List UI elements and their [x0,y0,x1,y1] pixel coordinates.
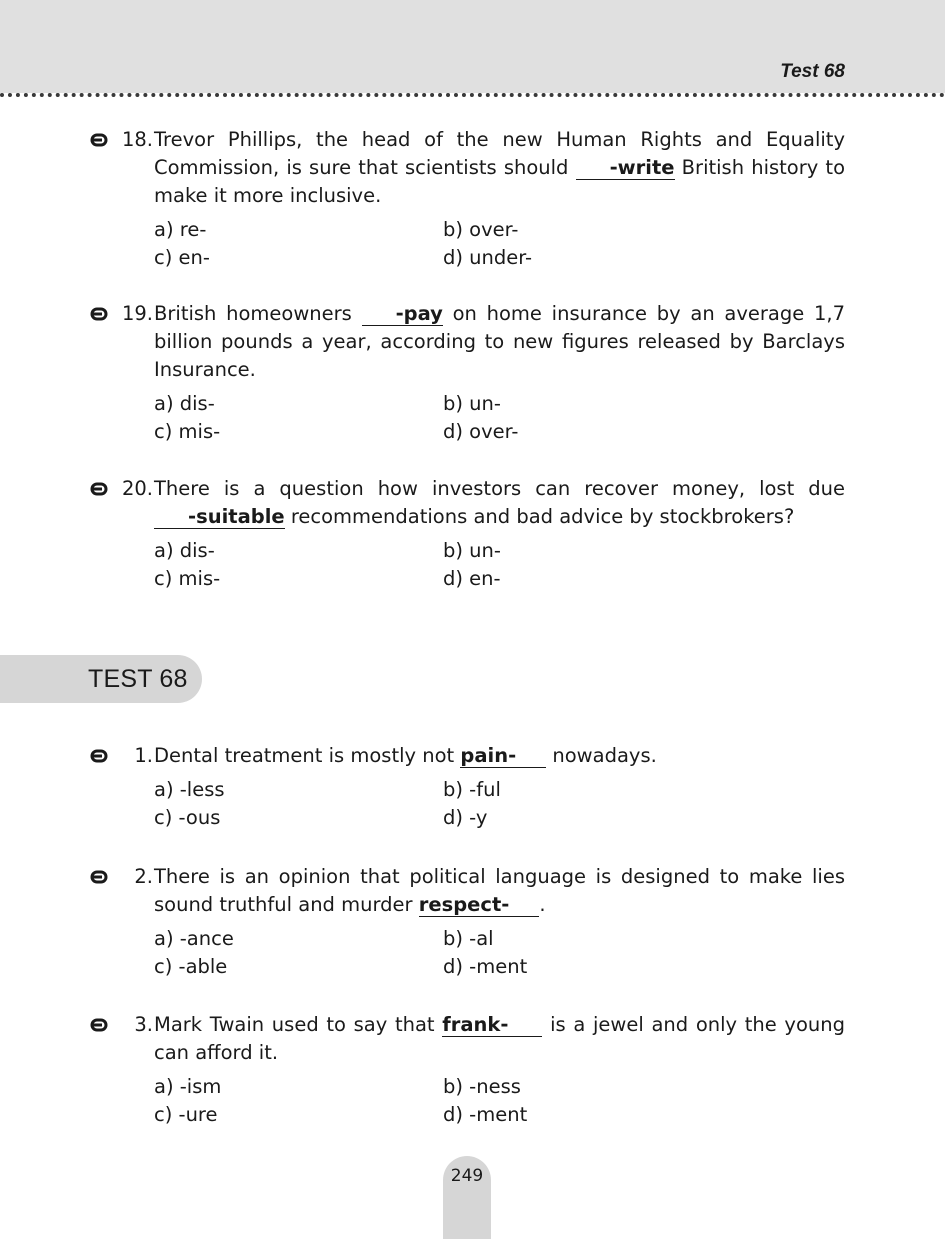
question-text: British homeowners [154,302,362,325]
option-d: d) under- [443,246,533,269]
arrow-bullet-icon [90,749,108,763]
option-c: c) -able [154,955,228,978]
option-c: c) -ous [154,806,221,829]
question-number: 1. [134,744,153,767]
page-number: 249 [450,1166,484,1186]
option-c: c) mis- [154,567,221,590]
option-a: a) dis- [154,539,215,562]
option-a: a) re- [154,218,207,241]
option-b: b) un- [443,539,501,562]
question-1 [88,742,845,832]
option-a: a) dis- [154,392,215,415]
answer-blank: -suitable [154,506,285,529]
option-b: b) -al [443,927,494,950]
question-number: 3. [134,1013,153,1036]
question-3 [88,1011,845,1129]
option-c: c) en- [154,246,210,269]
dotted-divider [0,93,945,97]
answer-blank: -write [576,157,675,180]
page-number-tab [443,1156,491,1239]
question-text-end: is a jewel and only the young can afford it. [154,1013,845,1064]
option-a: a) -less [154,778,225,801]
answer-blank: frank- [442,1014,542,1037]
option-c: c) mis- [154,420,221,443]
option-a: a) -ism [154,1075,222,1098]
question-text-end: on home insurance by an average 1,7 billion pounds a year, according to new figures released by Barclays Insurance. [154,302,845,381]
question-text-end: recommendations and bad advice by stockbrokers? [284,505,795,528]
question-19 [88,300,845,446]
arrow-bullet-icon [90,133,108,147]
question-number: 20. [121,477,153,500]
question-2 [88,863,845,981]
arrow-bullet-icon [90,307,108,321]
option-b: b) over- [443,218,519,241]
question-number: 2. [134,865,153,888]
option-b: b) -ness [443,1075,521,1098]
option-d: d) -ment [443,955,528,978]
arrow-bullet-icon [90,482,108,496]
option-d: d) -ment [443,1103,528,1126]
option-d: d) en- [443,567,501,590]
question-text: There is a question how investors can recover money, lost due [154,477,845,500]
header-title: Test 68 [780,61,845,82]
question-text: Dental treatment is mostly not [154,744,461,767]
question-18 [88,126,845,272]
answer-blank: -pay [362,303,443,326]
option-a: a) -ance [154,927,234,950]
option-d: d) -y [443,806,488,829]
option-d: d) over- [443,420,519,443]
header-band [0,0,945,93]
section-tab [0,655,202,703]
question-text: Mark Twain used to say that [154,1013,443,1036]
arrow-bullet-icon [90,1018,108,1032]
question-text-end: . [539,893,546,916]
question-text-end: British history to make it more inclusive. [154,156,845,207]
question-number: 18. [121,128,153,151]
answer-blank: pain- [460,745,546,768]
option-b: b) un- [443,392,501,415]
section-title: TEST 68 [88,665,188,693]
arrow-bullet-icon [90,870,108,884]
question-number: 19. [121,302,153,325]
answer-blank: respect- [419,894,540,917]
question-text-end: nowadays. [546,744,657,767]
question-text: There is an opinion that political language is designed to make lies sound truthful and murder [154,865,845,916]
option-c: c) -ure [154,1103,218,1126]
question-text: Trevor Phillips, the head of the new Human Rights and Equality Commission, is sure that scientists should [154,128,845,179]
question-20 [88,475,845,593]
option-b: b) -ful [443,778,501,801]
